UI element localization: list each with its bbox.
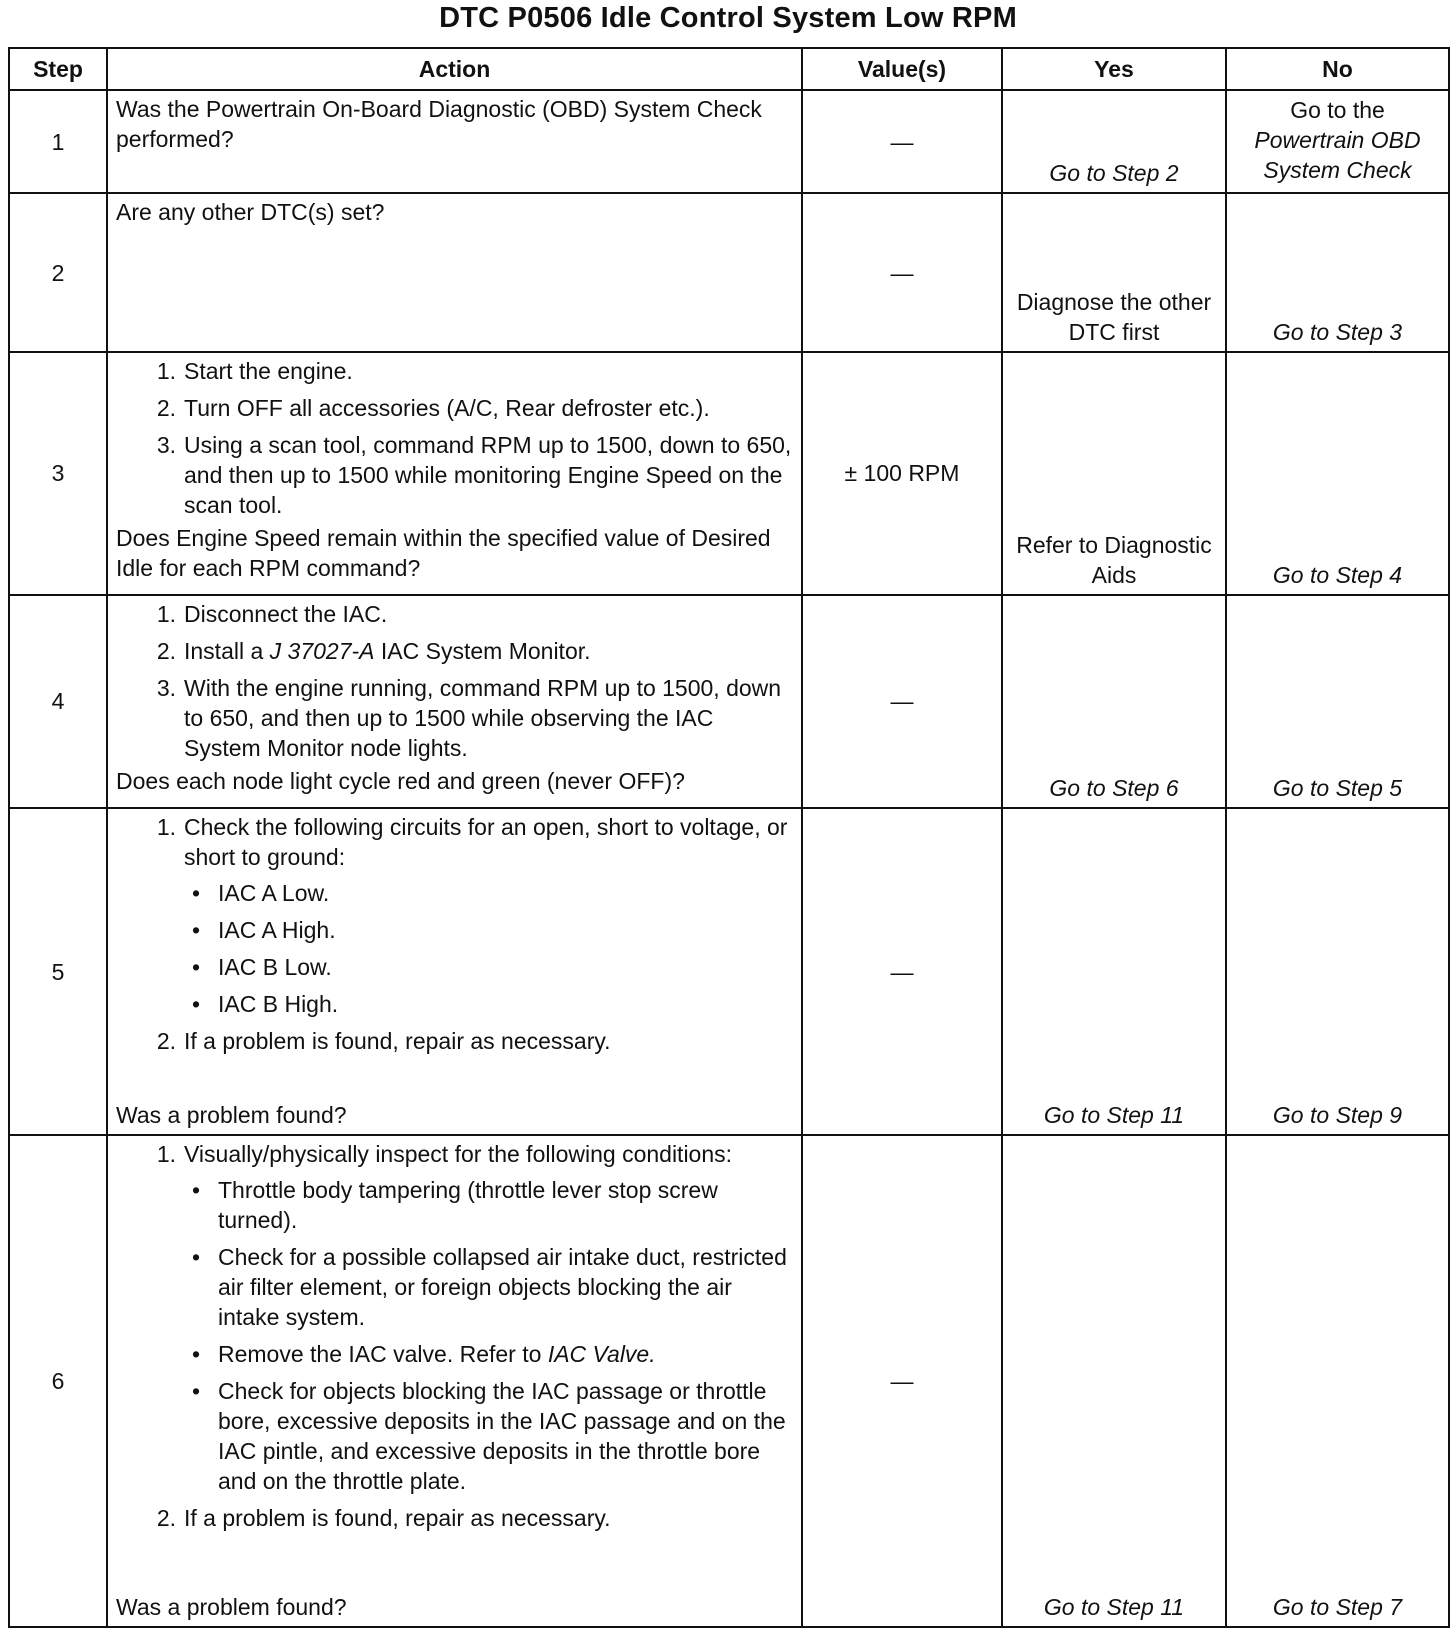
value-cell: — [802,90,1002,193]
no-cell: Go to Step 7 [1226,1135,1449,1627]
action-step: 1. Start the engine. [156,358,353,385]
list-item: • Check for a possible collapsed air intake duct, restricted air filter element, or foreign objects blocking the air intake system. [191,1244,787,1331]
action-text: Are any other DTC(s) set? [116,199,385,226]
condition-list [184,1175,793,1496]
action-step: 3. Using a scan tool, command RPM up to 1500, down to 650, and then up to 1500 while monitoring Engine Speed on the scan tool. [156,432,792,519]
table-header-row [9,48,1449,90]
value-cell: — [802,808,1002,1136]
action-step: 2. If a problem is found, repair as necessary. [156,1505,611,1532]
header-step: Step [9,48,107,90]
action-cell [107,595,802,808]
action-cell [107,808,802,1136]
no-cell: Go to Step 4 [1226,352,1449,595]
value-cell: ± 100 RPM [802,352,1002,595]
value-cell: — [802,595,1002,808]
action-step: 2. Turn OFF all accessories (A/C, Rear defroster etc.). [156,395,710,422]
table-row [9,352,1449,595]
value-cell: — [802,1135,1002,1627]
list-item: • IAC A High. [191,916,336,943]
step-number: 6 [9,1135,107,1627]
action-cell [107,352,802,595]
yes-cell: Go to Step 6 [1002,595,1226,808]
action-question: Does Engine Speed remain within the specified value of Desired Idle for each RPM command? [116,525,771,582]
action-steps [116,599,793,763]
action-text: Was the Powertrain On-Board Diagnostic (OBD) System Check performed? [116,96,762,152]
header-value: Value(s) [802,48,1002,90]
action-step: 1. Check the following circuits for an open, short to voltage, or short to ground: • IAC A Low. • IAC A High. • IAC B Low. • IAC B High. [116,812,793,1019]
action-cell [107,193,802,352]
list-item: • IAC A Low. [191,879,330,906]
table-row [9,808,1449,1136]
list-item: • IAC B Low. [191,953,332,980]
no-cell: Go to Step 5 [1226,595,1449,808]
list-item: • Remove the IAC valve. Refer to IAC Valve. [191,1341,656,1368]
no-cell: Go to Step 9 [1226,808,1449,1136]
yes-cell: Go to Step 2 [1002,90,1226,193]
action-question: Was a problem found? [116,1594,347,1620]
list-item: • IAC B High. [191,990,339,1017]
iac-valve-reference: IAC Valve. [547,1341,656,1368]
action-step: 2. Install a J 37027-A IAC System Monitor. [156,637,591,664]
action-step: 1. Disconnect the IAC. [156,600,388,627]
tool-reference: J 37027-A [269,637,375,664]
yes-cell: Go to Step 11 [1002,808,1226,1136]
step-number: 5 [9,808,107,1136]
header-action: Action [107,48,802,90]
yes-cell: Go to Step 11 [1002,1135,1226,1627]
step-number: 4 [9,595,107,808]
action-steps [116,812,793,1063]
action-cell [107,1135,802,1627]
action-cell [107,90,802,193]
action-step: 2. If a problem is found, repair as necessary. [156,1027,611,1054]
header-yes: Yes [1002,48,1226,90]
table-row [9,1135,1449,1627]
list-item: • Throttle body tampering (throttle lever stop screw turned). [191,1177,718,1234]
table-row [9,595,1449,808]
header-no: No [1226,48,1449,90]
yes-cell: Diagnose the other DTC first [1002,193,1226,352]
no-cell: Go to Step 3 [1226,193,1449,352]
diagnostic-table [8,47,1450,1628]
no-text-line1: Go to the [1290,97,1385,123]
no-text-reference: Powertrain OBD System Check [1254,127,1421,183]
step-number: 3 [9,352,107,595]
action-step: 1. Visually/physically inspect for the following conditions: • Throttle body tampering (throttle lever stop screw turned). • Check for a possible collapsed air intake duct, restricted air filter element, or foreign objects blocking the air intake system. • Remove the IAC valve. Refer to IAC Valve. • Check for objects blocking the IAC passage or throttle bore, excessive deposits in the IAC passage and on the IAC pintle, and excessive deposits in the throttle bore and on the throttle plate. [116,1139,793,1496]
action-question: Was a problem found? [116,1102,347,1129]
action-question: Does each node light cycle red and green (never OFF)? [116,767,685,794]
yes-cell: Refer to Diagnostic Aids [1002,352,1226,595]
circuit-list [184,878,793,1019]
list-item: • Check for objects blocking the IAC passage or throttle bore, excessive deposits in the IAC passage and on the IAC pintle, and excessive deposits in the throttle bore and on the throttle plate. [191,1378,786,1495]
action-steps [116,356,793,520]
table-row [9,193,1449,352]
no-cell [1226,90,1449,193]
action-steps [116,1139,793,1540]
value-cell: — [802,193,1002,352]
step-number: 1 [9,90,107,193]
table-row [9,90,1449,193]
step-number: 2 [9,193,107,352]
page-title: DTC P0506 Idle Control System Low RPM [439,2,1017,34]
action-step: 3. With the engine running, command RPM up to 1500, down to 650, and then up to 1500 while observing the IAC System Monitor node lights. [156,674,782,761]
